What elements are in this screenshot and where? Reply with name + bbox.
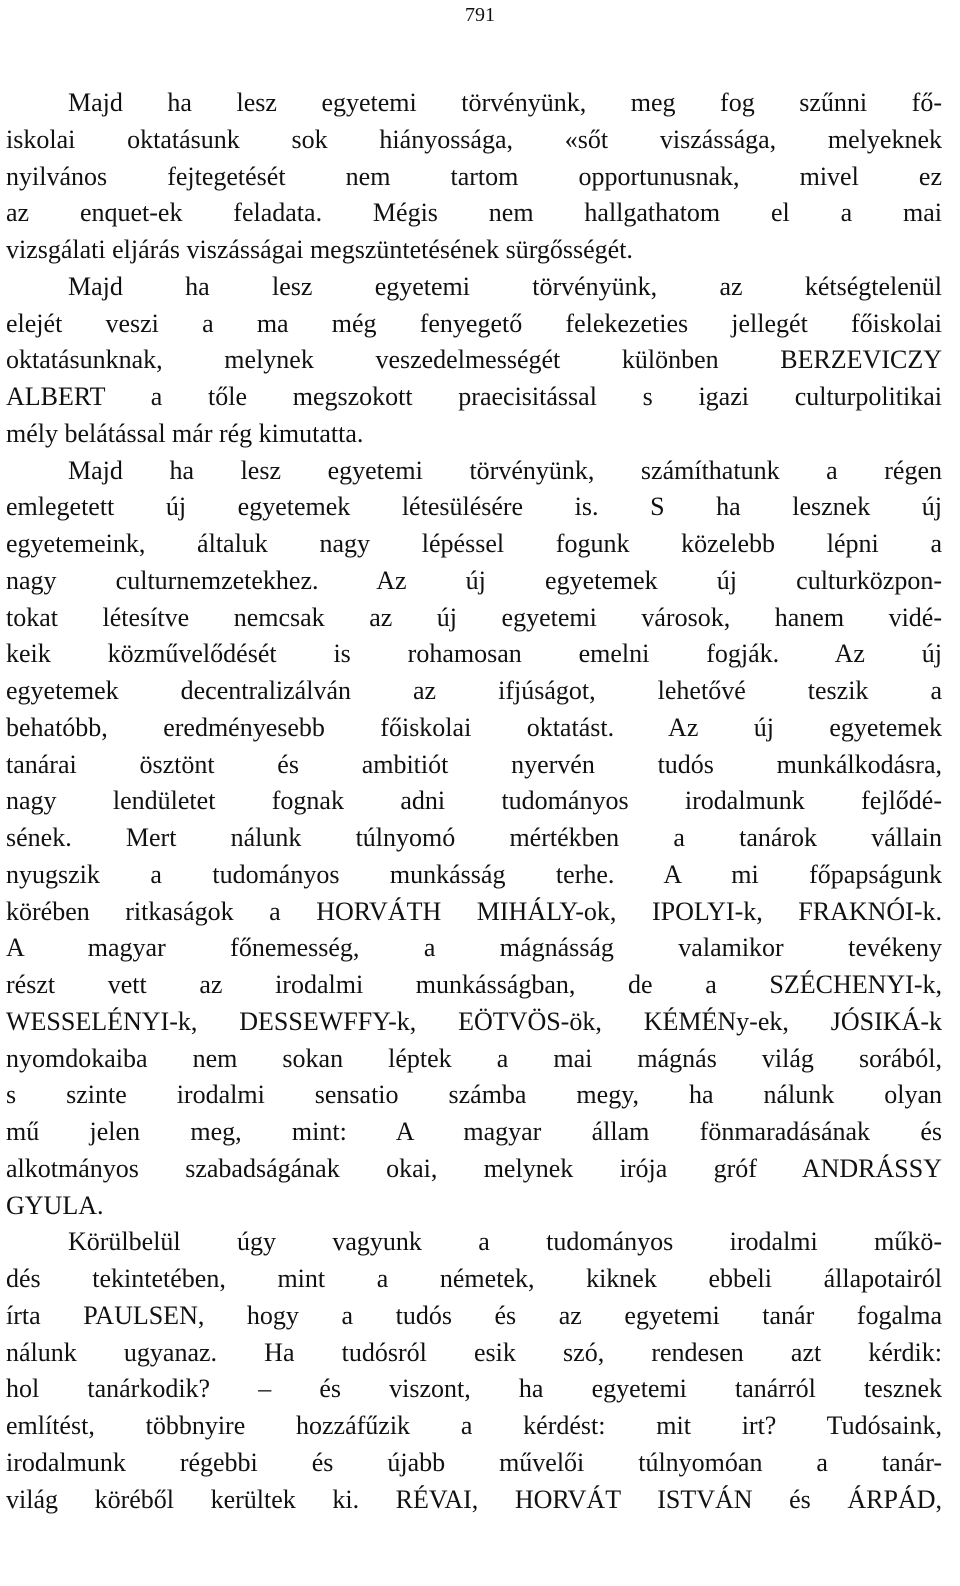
text-line: elejét veszi a ma még fenyegető felekezeties jellegét főiskolai	[6, 308, 942, 338]
text-line: alkotmányos szabadságának okai, melynek irója gróf ANDRÁSSY	[6, 1153, 942, 1183]
text-line: vizsgálati eljárás viszásságai megszüntetésének sürgősségét.	[6, 235, 633, 264]
text-line: s szinte irodalmi sensatio számba megy, ha nálunk olyan	[6, 1080, 942, 1110]
text-line: nyomdokaiba nem sokan léptek a mai mágnás világ sorából,	[6, 1043, 942, 1073]
text-line: Körülbelül úgy vagyunk a tudományos irodalmi műkö-	[68, 1227, 942, 1257]
text-line: mű jelen meg, mint: A magyar állam fönmaradásának és	[6, 1117, 942, 1146]
text-line: hol tanárkodik? – és viszont, ha egyetemi tanárról tesznek	[6, 1374, 942, 1404]
text-line: Majd ha lesz egyetemi törvényünk, az kétségtelenül	[68, 271, 942, 301]
text-line: említést, többnyire hozzáfűzik a kérdést: mit irt? Tudósaink,	[6, 1411, 942, 1440]
text-line: az enquet-ek feladata. Mégis nem hallgathatom el a mai	[6, 198, 942, 228]
text-line: mély belátással már rég kimutatta.	[6, 418, 364, 448]
text-line: Majd ha lesz egyetemi törvényünk, számíthatunk a régen	[68, 455, 942, 485]
text-line: részt vett az irodalmi munkásságban, de a SZÉCHENYI-k,	[6, 970, 942, 999]
body-text	[6, 85, 942, 1518]
text-line: világ köréből kerültek ki. RÉVAI, HORVÁT ISTVÁN és ÁRPÁD,	[6, 1484, 942, 1514]
text-line: emlegetett új egyetemek létesülésére is. S ha lesznek új	[6, 492, 942, 522]
text-line: iskolai oktatásunk sok hiányossága, «sőt viszássága, melyeknek	[6, 124, 942, 154]
text-line: tokat létesítve nemcsak az új egyetemi városok, hanem vidé-	[6, 602, 942, 632]
page-number: 791	[465, 4, 495, 26]
text-line: GYULA.	[6, 1190, 104, 1220]
text-line: dés tekintetében, mint a németek, kiknek ebbeli állapotairól	[6, 1264, 942, 1293]
text-line: tanárai ösztönt és ambitiót nyervén tudós munkálkodásra,	[6, 749, 942, 779]
text-line: nálunk ugyanaz. Ha tudósról esik szó, rendesen azt kérdik:	[6, 1337, 942, 1367]
text-line: nyilvános fejtegetését nem tartom opportunusnak, mivel ez	[6, 161, 942, 191]
text-line: körében ritkaságok a HORVÁTH MIHÁLY-ok, IPOLYI-k, FRAKNÓI-k.	[6, 896, 942, 926]
text-line: oktatásunknak, melynek veszedelmességét különben BERZEVICZY	[6, 345, 942, 375]
text-line: nagy lendületet fognak adni tudományos irodalmunk fejlődé-	[6, 786, 942, 816]
text-line: WESSELÉNYI-k, DESSEWFFY-k, EÖTVÖS-ök, KÉMÉNy-ek, JÓSIKÁ-k	[6, 1006, 942, 1036]
text-line: irodalmunk régebbi és újabb művelői túlnyomóan a tanár-	[6, 1447, 942, 1477]
text-line: A magyar főnemesség, a mágnásság valamikor tevékeny	[6, 933, 942, 963]
text-line: ALBERT a tőle megszokott praecisitással s igazi culturpolitikai	[6, 382, 942, 411]
text-line: keik közművelődését is rohamosan emelni fogják. Az új	[6, 639, 942, 669]
text-line: írta PAULSEN, hogy a tudós és az egyetemi tanár fogalma	[6, 1300, 942, 1330]
text-line: Majd ha lesz egyetemi törvényünk, meg fog szűnni fő-	[68, 88, 942, 117]
text-line: nagy culturnemzetekhez. Az új egyetemek új culturközpon-	[6, 565, 942, 595]
text-line: behatóbb, eredményesebb főiskolai oktatást. Az új egyetemek	[6, 712, 942, 742]
text-line: nyugszik a tudományos munkásság terhe. A mi főpapságunk	[6, 859, 942, 889]
text-line: egyetemek decentralizálván az ifjúságot, lehetővé teszik a	[6, 676, 942, 705]
text-line: egyetemeink, általuk nagy lépéssel fogunk közelebb lépni a	[6, 529, 942, 558]
text-line: sének. Mert nálunk túlnyomó mértékben a tanárok vállain	[6, 823, 942, 852]
